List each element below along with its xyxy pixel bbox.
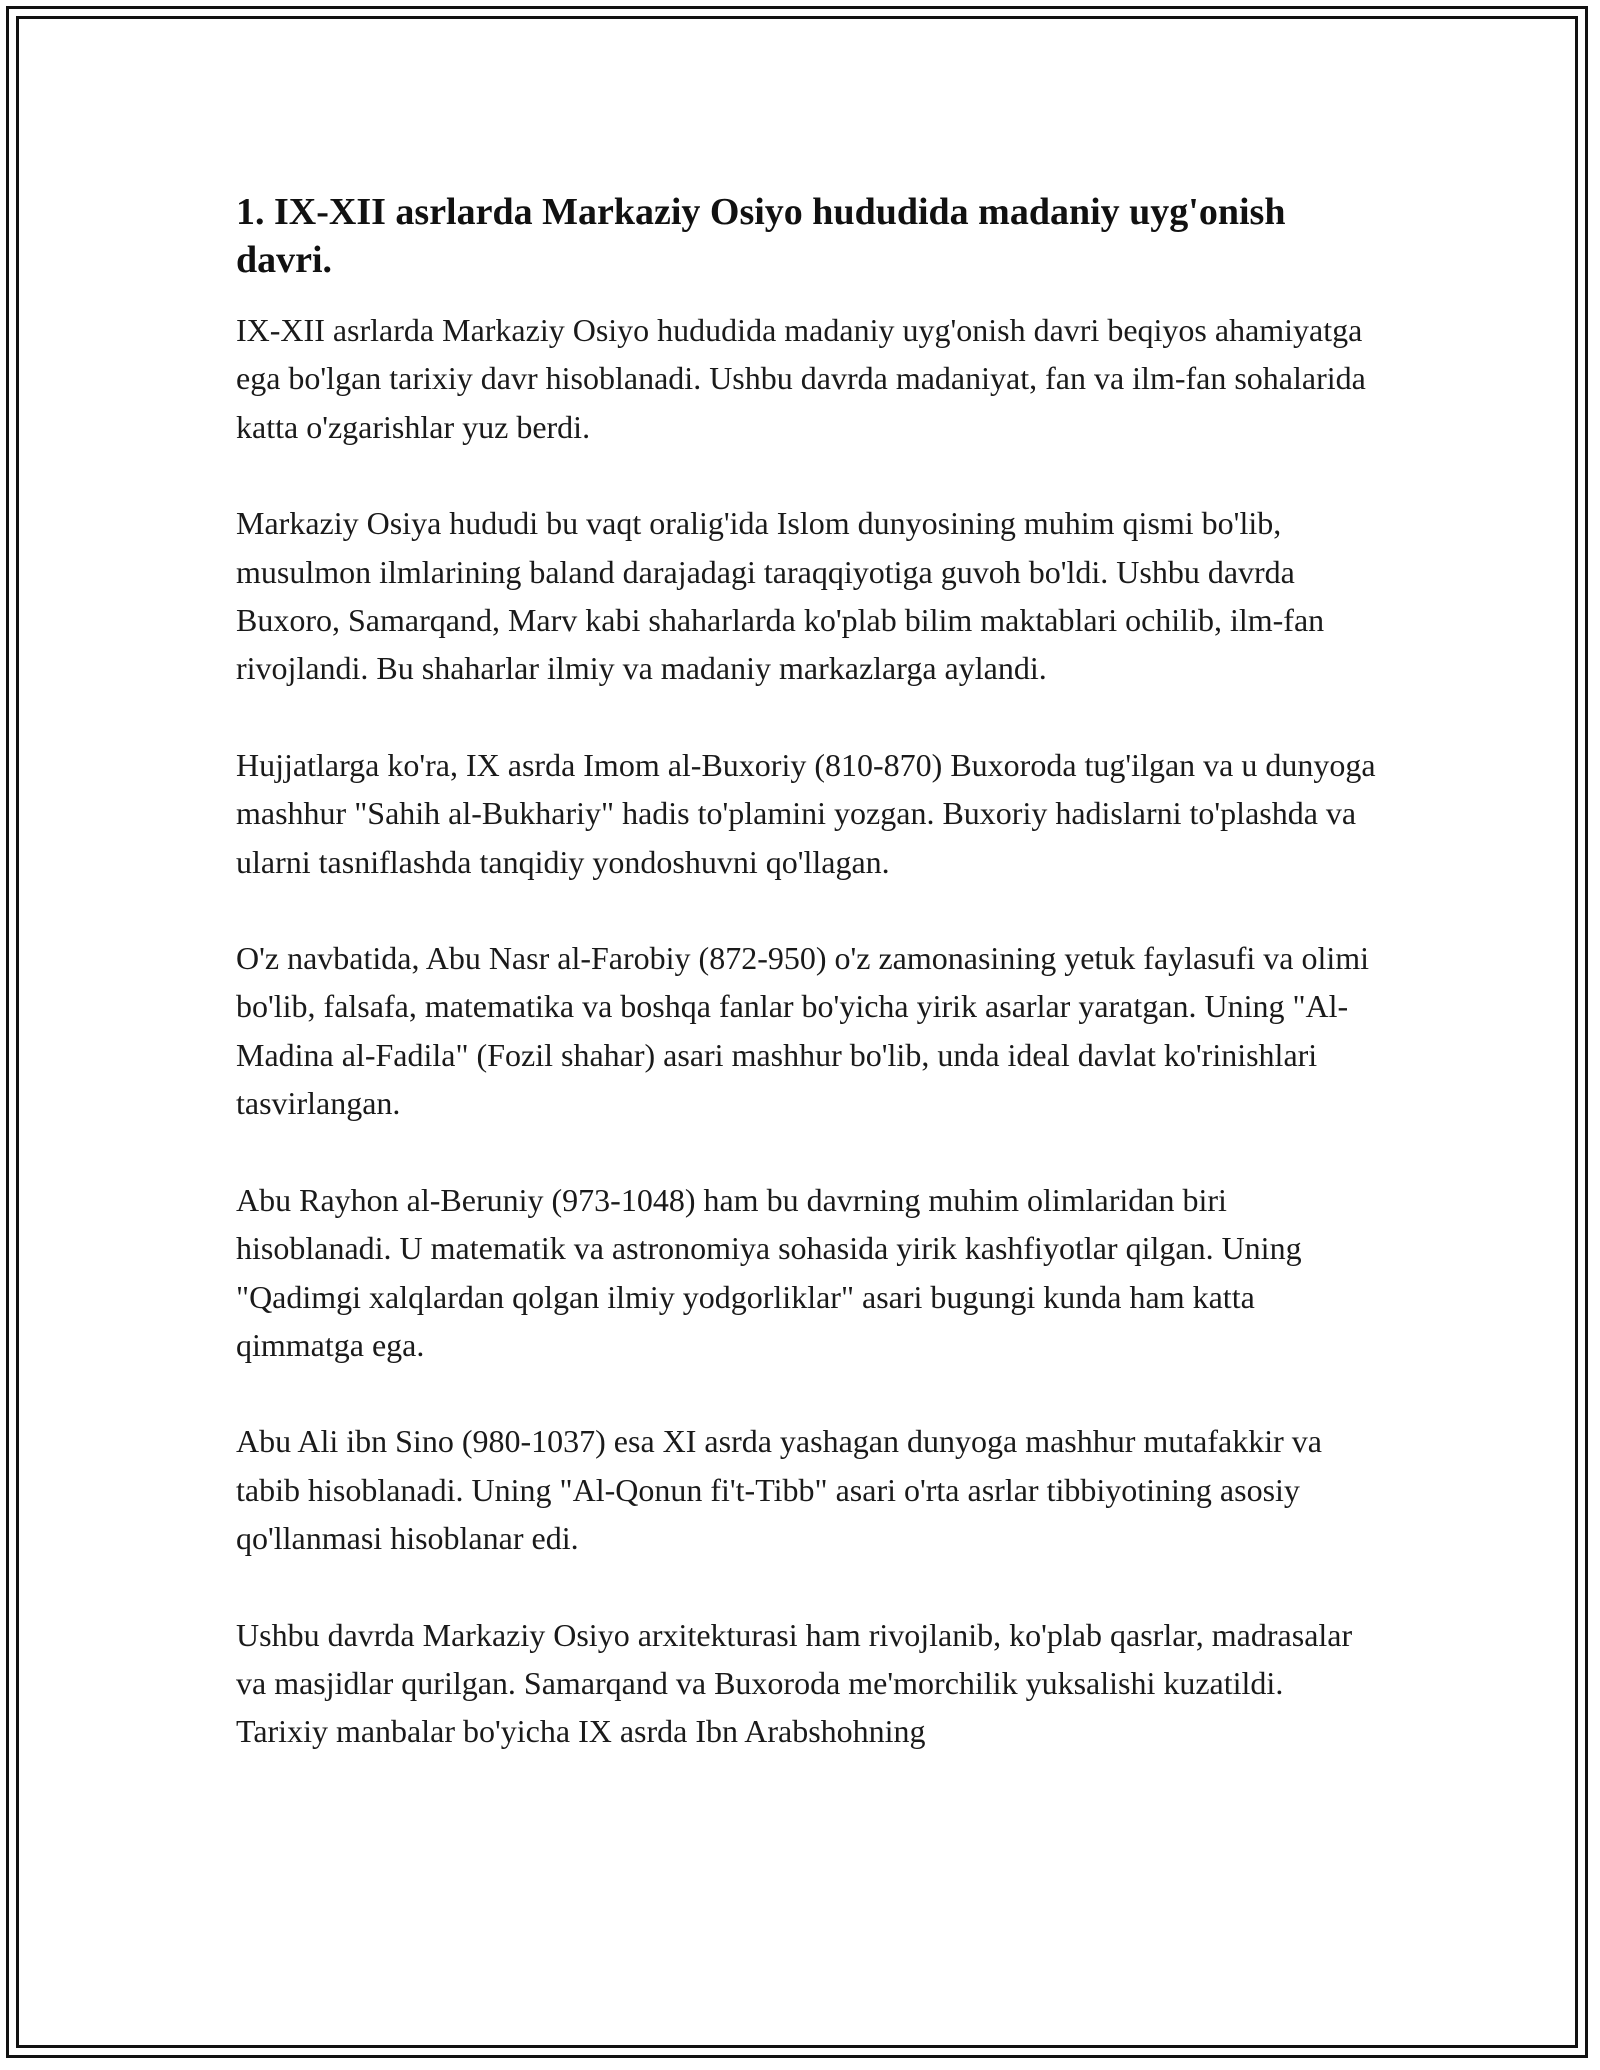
paragraph-al-beruniy: Abu Rayhon al-Beruniy (973-1048) ham bu davrning muhim olimlaridan biri hisoblanadi. U matematik va astronomiya sohasida yirik kashfiyotlar qilgan. Uning "Qadimgi xalqlardan qolgan ilmiy yodgorliklar" asari bugungi kunda ham katta qimmatga ega. <box>236 1181 1302 1363</box>
paragraph-ibn-sino: Abu Ali ibn Sino (980-1037) esa XI asrda yashagan dunyoga mashhur mutafakkir va tabib hisoblanadi. Uning "Al-Qonun fi't-Tibb" asari o'rta asrlar tibbiyotining asosiy qo'llanmasi hisoblanar edi. <box>236 1423 1322 1557</box>
paragraph-central-asia: Markaziy Osiya hududi bu vaqt oralig'ida Islom dunyosining muhim qismi bo'lib, musulmon ilmlarining baland darajadagi taraqqiyotiga guvoh bo'ldi. Ushbu davrda Buxoro, Samarqand, Marv kabi shaharlarda ko'plab bilim maktablari ochilib, ilm-fan rivojlandi. Bu shaharlar ilmiy va madaniy markazlarga aylandi. <box>236 505 1325 687</box>
paragraph-intro: IX-XII asrlarda Markaziy Osiyo hududida madaniy uyg'onish davri beqiyos ahamiyatga ega bo'lgan tarixiy davr hisoblanadi. Ushbu davrda madaniyat, fan va ilm-fan sohalarida katta o'zgarishlar yuz berdi. <box>236 312 1366 445</box>
paragraph-architecture: Ushbu davrda Markaziy Osiyo arxitekturasi ham rivojlanib, ko'plab qasrlar, madrasalar va masjidlar qurilgan. Samarqand va Buxoroda me'morchilik yuksalishi kuzatildi. Tarixiy manbalar bo'yicha IX asrda Ibn Arabshohning <box>236 1616 1353 1750</box>
paragraph-al-farobiy: O'z navbatida, Abu Nasr al-Farobiy (872-950) o'z zamonasining yetuk faylasufi va olimi bo'lib, falsafa, matematika va boshqa fanlar bo'yicha yirik asarlar yaratgan. Uning "Al-Madina al-Fadila" (Fozil shahar) asari mashhur bo'lib, unda ideal davlat ko'rinishlari tasvirlangan. <box>236 940 1370 1122</box>
document-content <box>236 188 1376 1804</box>
section-heading: 1. IX-XII asrlarda Markaziy Osiyo hududida madaniy uyg'onish davri. <box>236 191 1286 281</box>
paragraph-al-buxoriy: Hujjatlarga ko'ra, IX asrda Imom al-Buxoriy (810-870) Buxoroda tug'ilgan va u dunyoga mashhur "Sahih al-Bukhariy" hadis to'plamini yozgan. Buxoriy hadislarni to'plashda va ularni tasniflashda tanqidiy yondoshuvni qo'llagan. <box>236 746 1376 880</box>
